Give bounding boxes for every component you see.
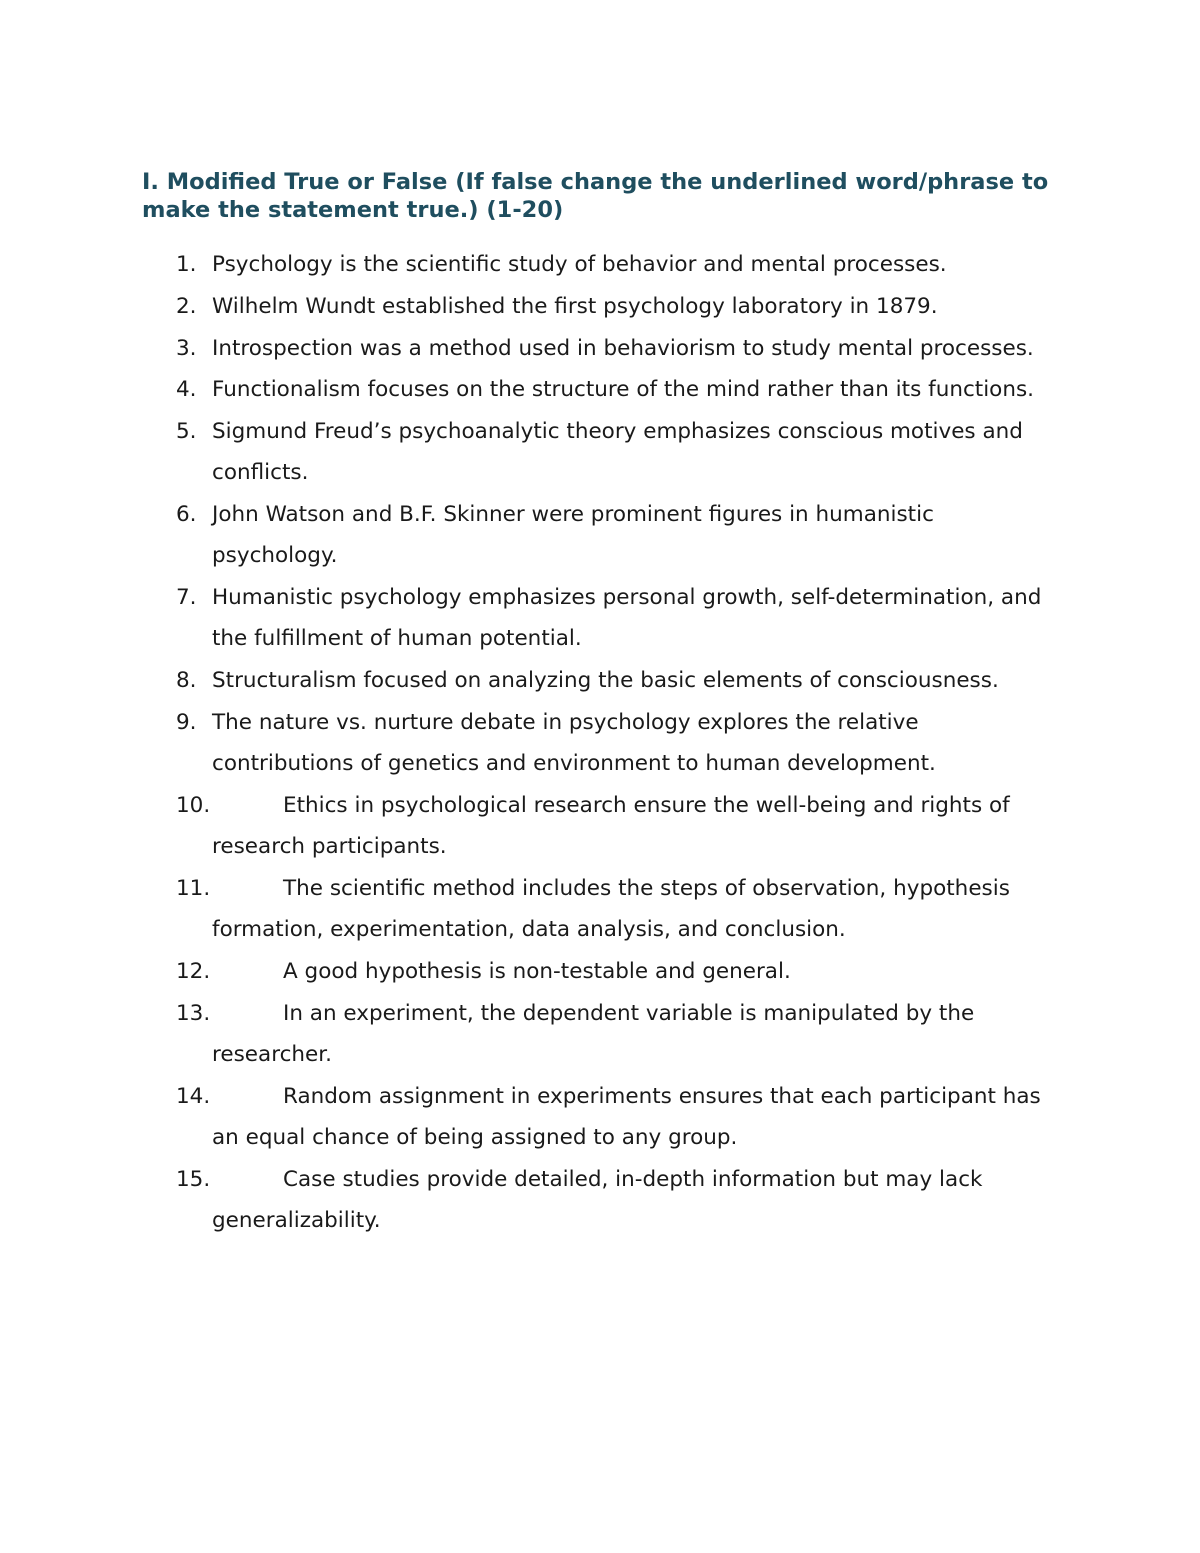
question-number: 9. (176, 709, 197, 735)
question-number: 4. (176, 377, 197, 403)
question-number: 1. (176, 252, 197, 277)
question-number: 2. (176, 293, 197, 319)
question-number: 11. (176, 875, 211, 901)
question-text: Functionalism focuses on the structure of the mind rather than its functions. (212, 377, 1034, 403)
question-number: 3. (176, 335, 197, 361)
question-number: 8. (176, 668, 197, 694)
question-number: 5. (176, 419, 197, 445)
question-item (142, 702, 1062, 784)
question-text-body: Case studies provide detailed, in-depth information but may lack generalizability. (212, 1166, 983, 1233)
question-number: 6. (176, 502, 197, 528)
question-item (142, 993, 1062, 1075)
question-text: Introspection was a method used in behaviorism to study mental processes. (212, 335, 1034, 361)
question-item (142, 411, 1062, 493)
question-item (142, 1159, 1062, 1241)
question-number: 12. (176, 958, 211, 984)
question-text (212, 868, 1062, 950)
question-item (142, 286, 1062, 327)
question-item (142, 244, 1062, 285)
question-item (142, 868, 1062, 950)
question-text: Wilhelm Wundt established the first psychology laboratory in 1879. (212, 293, 938, 319)
question-text: The nature vs. nurture debate in psychology explores the relative contributions of genetics and environment to human development. (212, 709, 936, 777)
question-item (142, 369, 1062, 410)
question-text-body: A good hypothesis is non-testable and general. (283, 958, 791, 984)
question-item (142, 328, 1062, 369)
question-item (142, 494, 1062, 576)
question-item (142, 1076, 1062, 1158)
question-text-body: The scientific method includes the steps of observation, hypothesis formation, experimentation, data analysis, and conclusion. (212, 875, 1010, 943)
question-number: 14. (176, 1083, 211, 1109)
question-item (142, 785, 1062, 867)
question-text-body: Random assignment in experiments ensures that each participant has an equal chance of being assigned to any group. (212, 1083, 1041, 1150)
question-item (142, 660, 1062, 701)
question-text (212, 1159, 1062, 1241)
question-number: 7. (176, 585, 197, 611)
section-heading: I. Modified True or False (If false change the underlined word/phrase to make the statement true.) (1-20) (142, 169, 1049, 223)
question-item (142, 577, 1062, 659)
question-list (142, 244, 1062, 1242)
question-item (142, 951, 1062, 992)
question-text: Structuralism focused on analyzing the basic elements of consciousness. (212, 668, 999, 694)
question-number: 13. (176, 1000, 211, 1026)
question-text: Humanistic psychology emphasizes personal growth, self-determination, and the fulfillment of human potential. (212, 585, 1042, 652)
question-text (212, 1076, 1062, 1158)
question-text: Psychology is the scientific study of behavior and mental processes. (212, 252, 947, 277)
question-text (212, 993, 1062, 1075)
question-number: 10. (176, 792, 211, 818)
question-number: 15. (176, 1166, 211, 1192)
question-text-body: In an experiment, the dependent variable is manipulated by the researcher. (212, 1000, 975, 1067)
question-text (212, 785, 1062, 867)
question-text (212, 951, 1062, 992)
question-text-body: Ethics in psychological research ensure the well-being and rights of research participants. (212, 792, 1010, 860)
question-text: John Watson and B.F. Skinner were prominent figures in humanistic psychology. (212, 502, 934, 569)
question-text: Sigmund Freud’s psychoanalytic theory emphasizes conscious motives and conflicts. (212, 419, 1023, 486)
